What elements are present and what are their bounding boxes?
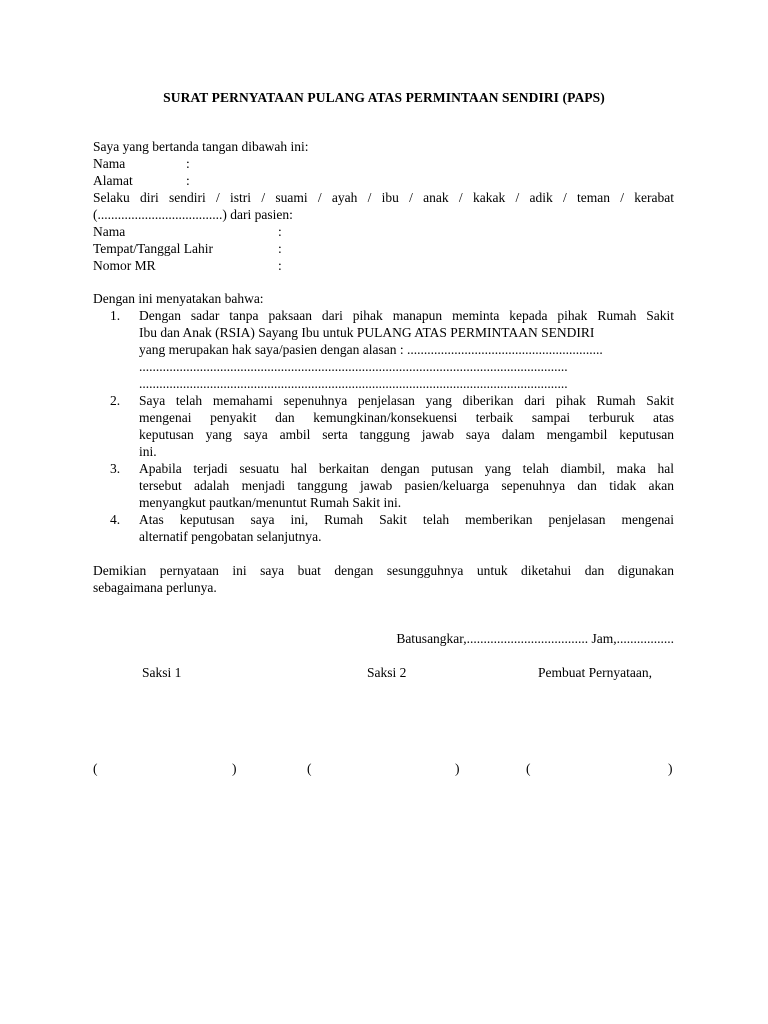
field-colon: :	[278, 258, 282, 273]
patient-birth-field	[93, 240, 282, 257]
item-line: keputusan yang saya ambil serta tanggung jawab saya dalam mengambil keputusan	[139, 427, 674, 442]
item-line: tersebut adalah menjadi tanggung jawab pasien/keluarga sepenuhnya dan tidak akan	[139, 478, 674, 493]
closing-line: Demikian pernyataan ini saya buat dengan sesungguhnya untuk diketahui dan digunakan	[93, 563, 674, 578]
item-line: Apabila terjadi sesuatu hal berkaitan dengan putusan yang telah diambil, maka hal	[139, 461, 674, 476]
item-line: Ibu dan Anak (RSIA) Sayang Ibu untuk PULANG ATAS PERMINTAAN SENDIRI	[139, 325, 595, 340]
item-line: Dengan sadar tanpa paksaan dari pihak manapun meminta kepada pihak Rumah Sakit	[139, 308, 674, 323]
list-number: 3.	[110, 461, 121, 476]
signer-address-field	[93, 172, 190, 189]
declarant-label: Pembuat Pernyataan,	[538, 665, 652, 680]
list-number: 4.	[110, 512, 121, 527]
patient-name-field	[93, 223, 282, 240]
item-line: mengenai penyakit dan kemungkinan/konsekuensi terbaik sampai terburuk atas	[139, 410, 674, 425]
signer-name-field	[93, 155, 190, 172]
witness-2-label: Saksi 2	[367, 665, 407, 680]
witness-2-close-bracket: )	[455, 761, 460, 776]
field-label: Nama	[93, 224, 126, 239]
field-label: Tempat/Tanggal Lahir	[93, 241, 213, 256]
blank-line: ...............................................................................................................................	[139, 359, 568, 374]
field-colon: :	[278, 241, 282, 256]
declarant-close-bracket: )	[668, 761, 673, 776]
item-line: Atas keputusan saya ini, Rumah Sakit telah memberikan penjelasan mengenai	[139, 512, 674, 527]
list-item	[139, 392, 674, 460]
item-line: ini.	[139, 444, 157, 459]
relation-blank-line: (.....................................) dari pasien:	[93, 207, 293, 222]
list-number: 2.	[110, 393, 121, 408]
witness-1-close-bracket: )	[232, 761, 237, 776]
witness-1-open-bracket: (	[93, 761, 98, 776]
field-label: Nomor MR	[93, 258, 156, 273]
field-colon: :	[278, 224, 282, 239]
list-number: 1.	[110, 308, 121, 323]
list-item	[139, 460, 674, 511]
field-colon: :	[186, 173, 190, 188]
statement-intro: Dengan ini menyatakan bahwa:	[93, 291, 264, 306]
relation-line: Selaku diri sendiri / istri / suami / ayah / ibu / anak / kakak / adik / teman / kerabat	[93, 190, 674, 205]
field-colon: :	[186, 156, 190, 171]
item-line: Saya telah memahami sepenuhnya penjelasan yang diberikan dari pihak Rumah Sakit	[139, 393, 674, 408]
intro-text: Saya yang bertanda tangan dibawah ini:	[93, 139, 309, 154]
item-line: alternatif pengobatan selanjutnya.	[139, 529, 322, 544]
item-line: menyangkut pautkan/menuntut Rumah Sakit ini.	[139, 495, 402, 510]
blank-line: ...............................................................................................................................	[139, 376, 568, 391]
document-title: SURAT PERNYATAAN PULANG ATAS PERMINTAAN SENDIRI (PAPS)	[163, 90, 605, 105]
field-label: Alamat	[93, 173, 133, 188]
witness-2-open-bracket: (	[307, 761, 312, 776]
field-label: Nama	[93, 156, 126, 171]
list-item	[139, 307, 674, 392]
witness-1-label: Saksi 1	[142, 665, 182, 680]
place-date-line: Batusangkar,.................................... Jam,.................	[396, 631, 674, 646]
patient-mr-field	[93, 257, 282, 274]
list-item	[139, 511, 674, 545]
declarant-open-bracket: (	[526, 761, 531, 776]
item-line: yang merupakan hak saya/pasien dengan alasan : ..........................................................	[139, 342, 603, 357]
closing-line: sebagaimana perlunya.	[93, 580, 217, 595]
